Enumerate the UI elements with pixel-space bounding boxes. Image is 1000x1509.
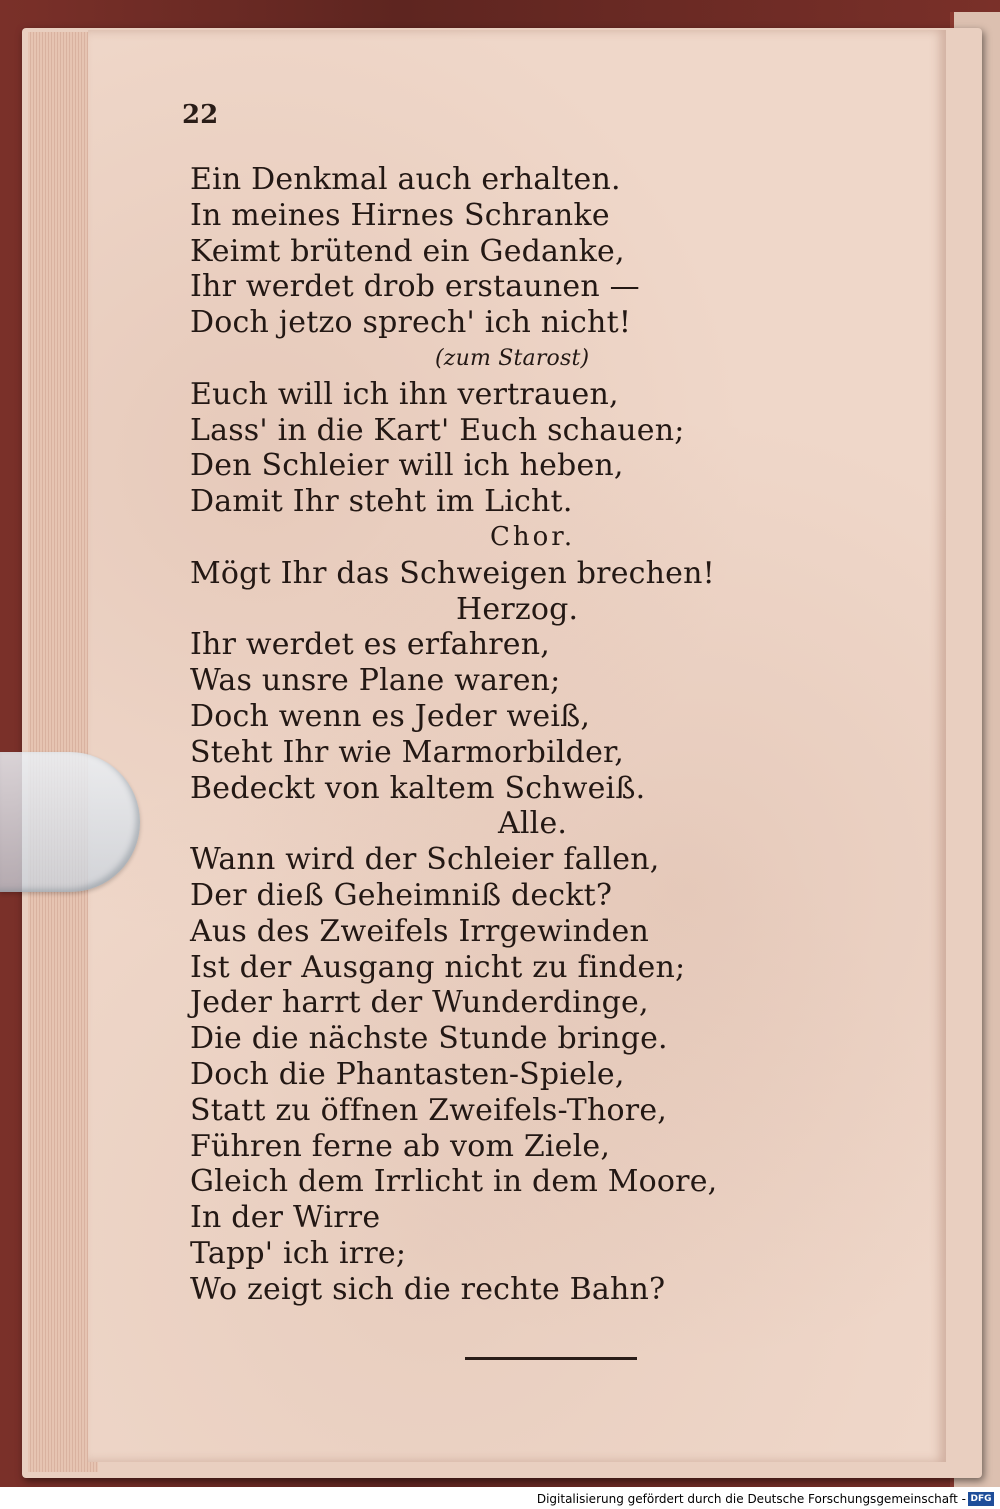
verse-line: Damit Ihr steht im Licht. [190, 484, 573, 520]
verse-line: Tapp' ich irre; [190, 1235, 407, 1271]
verse-line: Was unsre Plane waren; [190, 663, 561, 699]
speaker-name: Alle. [498, 806, 568, 842]
verse-line: Führen ferne ab vom Ziele, [190, 1128, 611, 1164]
page-number: 22 [182, 100, 219, 130]
verse-line: Lass' in die Kart' Euch schauen; [190, 412, 685, 448]
verse-line: In meines Hirnes Schranke [190, 197, 610, 233]
verse-line: Doch wenn es Jeder weiß, [190, 698, 591, 734]
closing-rule [465, 1357, 637, 1360]
page-clip [0, 752, 140, 892]
verse-line: Ihr werdet drob erstaunen — [190, 269, 640, 305]
verse-line: Doch die Phantasten-Spiele, [190, 1056, 625, 1092]
verse-line: Wo zeigt sich die rechte Bahn? [190, 1271, 666, 1307]
stage-direction: (zum Starost) [435, 345, 590, 371]
verse-line: Wann wird der Schleier fallen, [190, 842, 660, 878]
verse-line: Mögt Ihr das Schweigen brechen! [190, 555, 715, 591]
verse-line: Aus des Zweifels Irrgewinden [190, 913, 650, 949]
speaker-name: Chor. [490, 521, 576, 552]
speaker-name: Herzog. [456, 591, 579, 627]
verse-line: Ihr werdet es erfahren, [190, 627, 551, 663]
verse-line: Steht Ihr wie Marmorbilder, [190, 734, 625, 770]
verse-line: Gleich dem Irrlicht in dem Moore, [190, 1164, 718, 1200]
footer-bar [0, 1487, 1000, 1509]
verse-line: Der dieß Geheimniß deckt? [190, 877, 613, 913]
verse-line: Ist der Ausgang nicht zu finden; [190, 949, 686, 985]
verse-line: In der Wirre [190, 1200, 381, 1236]
verse-line: Doch jetzo sprech' ich nicht! [190, 305, 632, 341]
verse-line: Bedeckt von kaltem Schweiß. [190, 770, 646, 806]
dfg-logo-icon: DFG [968, 1492, 994, 1506]
verse-line: Euch will ich ihn vertrauen, [190, 376, 619, 412]
verse-text [190, 162, 790, 1308]
verse-line: Statt zu öffnen Zweifels-Thore, [190, 1092, 668, 1128]
verse-line: Den Schleier will ich heben, [190, 448, 624, 484]
verse-line: Jeder harrt der Wunderdinge, [190, 985, 649, 1021]
verse-line: Die die nächste Stunde bringe. [190, 1021, 668, 1057]
digitization-credit: Digitalisierung gefördert durch die Deutsche Forschungsgemeinschaft - [536, 1492, 966, 1506]
verse-line: Keimt brütend ein Gedanke, [190, 233, 625, 269]
verse-line: Ein Denkmal auch erhalten. [190, 162, 621, 197]
